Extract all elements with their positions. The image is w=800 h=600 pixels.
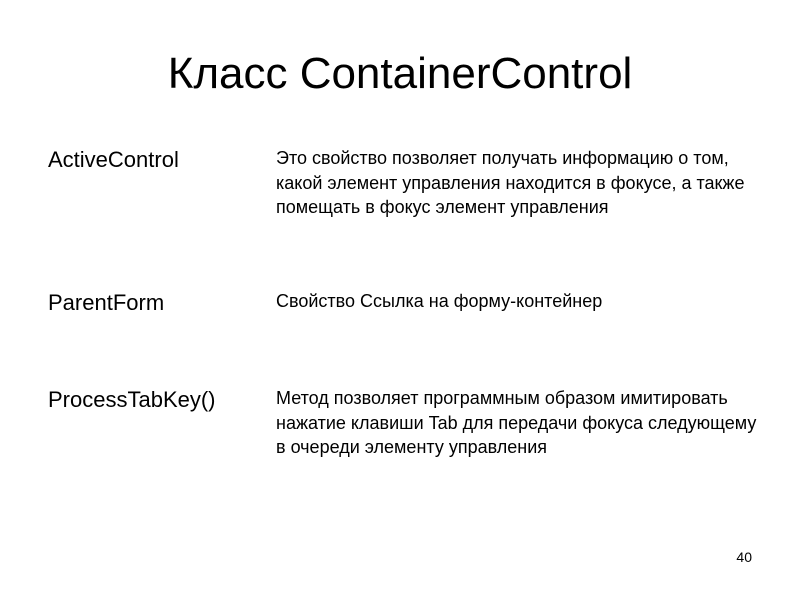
slide-number: 40 (736, 549, 752, 565)
property-row-process-tab-key (48, 382, 768, 502)
property-name: ActiveControl (48, 147, 179, 172)
property-description: Это свойство позволяет получать информацию о том, какой элемент управления находится в фокусе, а также помещать в фокус элемент управления (276, 148, 745, 217)
property-row-parent-form (48, 285, 768, 382)
property-name: ProcessTabKey() (48, 387, 216, 412)
property-row-active-control (48, 142, 768, 285)
properties-table (48, 142, 768, 502)
slide-title: Класс ContainerControl (167, 49, 633, 98)
property-name: ParentForm (48, 290, 165, 315)
property-description: Свойство Ссылка на форму-контейнер (276, 291, 603, 311)
property-description: Метод позволяет программным образом имитировать нажатие клавиши Tab для передачи фокуса следующему в очереди элементу управления (276, 388, 757, 457)
